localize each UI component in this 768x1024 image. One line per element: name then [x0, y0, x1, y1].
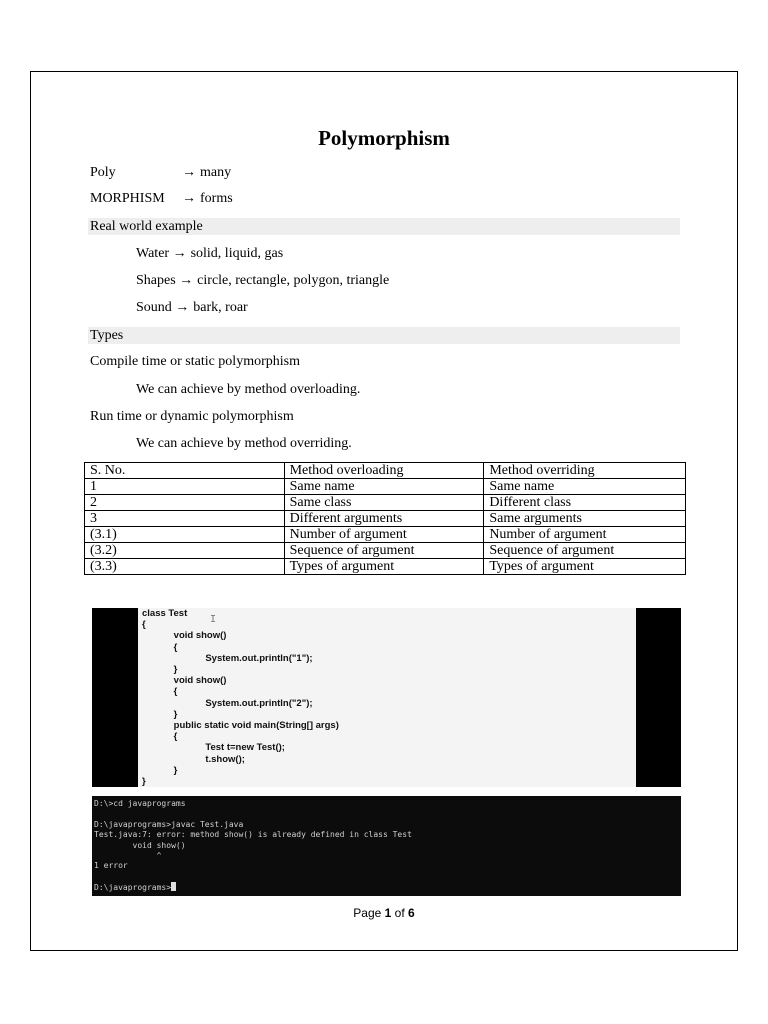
example-sound: Sound → bark, roar: [136, 300, 248, 315]
type-compile-time: Compile time or static polymorphism: [90, 354, 300, 369]
comparison-table: [84, 462, 686, 575]
table-cell: 2: [85, 495, 285, 511]
table-cell: 1: [85, 479, 285, 495]
arrow-right-icon: →: [175, 300, 190, 315]
type-compile-time-desc: We can achieve by method overloading.: [136, 382, 361, 397]
table-row: [85, 511, 686, 527]
table-row: [85, 495, 686, 511]
arrow-right-icon: →: [172, 246, 187, 261]
heading-band: [88, 327, 680, 344]
text-cursor-icon: I: [210, 614, 217, 625]
table-cell: Sequence of argument: [484, 543, 686, 559]
table-cell: Sequence of argument: [284, 543, 484, 559]
table-row: [85, 527, 686, 543]
types-heading: Types: [90, 328, 124, 343]
type-run-time: Run time or dynamic polymorphism: [90, 409, 294, 424]
console-output: D:\>cd javaprograms D:\javaprograms>javac Test.java Test.java:7: error: method show() is already defined in class Test void show() ^ 1 error D:\javaprograms>: [94, 799, 412, 893]
definition-morphism: [90, 190, 233, 207]
code-screenshot: [92, 608, 681, 787]
table-cell: (3.1): [85, 527, 285, 543]
arrow-right-icon: →: [179, 273, 194, 288]
arrow-right-icon: →: [182, 191, 196, 206]
table-header-row: [85, 463, 686, 479]
table-cell: (3.3): [85, 559, 285, 575]
table-header-cell: S. No.: [85, 463, 285, 479]
console-cursor-icon: [171, 882, 176, 891]
table-cell: Same class: [284, 495, 484, 511]
definition-poly: [90, 164, 231, 181]
page-title: Polymorphism: [318, 126, 450, 150]
table-header-cell: Method overloading: [284, 463, 484, 479]
code-block: class Test { void show() { System.out.println("1"); } void show() { System.out.println("2"); } public static void main(String[] args) { Test t=new Test(); t.show(); } }: [142, 608, 339, 788]
example-shapes: Shapes → circle, rectangle, polygon, triangle: [136, 273, 390, 288]
table-cell: Same name: [284, 479, 484, 495]
table-cell: Number of argument: [284, 527, 484, 543]
table-row: [85, 479, 686, 495]
table-cell: Same name: [484, 479, 686, 495]
definition-meaning: many: [200, 165, 232, 180]
table-cell: Different class: [484, 495, 686, 511]
arrow-right-icon: →: [182, 165, 196, 180]
page-number: Page 1 of 6: [353, 906, 415, 920]
definition-term: MORPHISM: [90, 191, 165, 206]
table-cell: Number of argument: [484, 527, 686, 543]
real-world-heading: Real world example: [90, 219, 203, 234]
type-run-time-desc: We can achieve by method overriding.: [136, 436, 352, 451]
table-cell: (3.2): [85, 543, 285, 559]
definition-meaning: forms: [200, 191, 233, 206]
table-cell: Different arguments: [284, 511, 484, 527]
table-cell: Types of argument: [484, 559, 686, 575]
code-editor-panel: [138, 608, 636, 787]
table-cell: Same arguments: [484, 511, 686, 527]
table-cell: Types of argument: [284, 559, 484, 575]
table-row: [85, 559, 686, 575]
example-water: Water → solid, liquid, gas: [136, 246, 284, 261]
table-cell: 3: [85, 511, 285, 527]
definition-term: Poly: [90, 165, 116, 180]
table-header-cell: Method overriding: [484, 463, 686, 479]
console-screenshot: [92, 796, 681, 896]
table-row: [85, 543, 686, 559]
